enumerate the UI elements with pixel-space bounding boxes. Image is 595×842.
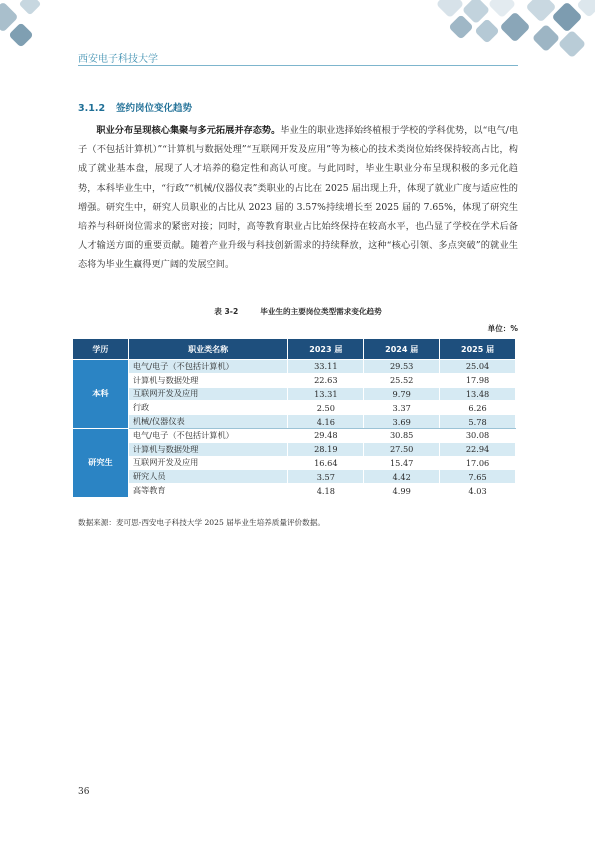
level-graduate: 研究生 bbox=[73, 428, 129, 497]
occupation-cell: 互联网开发及应用 bbox=[128, 387, 288, 401]
value-cell: 17.98 bbox=[440, 373, 516, 387]
level-undergraduate: 本科 bbox=[73, 360, 129, 429]
value-cell: 25.04 bbox=[440, 360, 516, 374]
table-header-row bbox=[73, 339, 516, 360]
body-paragraph bbox=[78, 121, 518, 275]
header-2023: 2023 届 bbox=[288, 339, 364, 360]
value-cell: 4.18 bbox=[288, 484, 364, 498]
value-cell: 29.48 bbox=[288, 428, 364, 442]
table-row bbox=[73, 442, 516, 456]
section-title: 签约岗位变化趋势 bbox=[116, 103, 193, 114]
decorative-tiles bbox=[0, 0, 595, 80]
occupation-cell: 互联网开发及应用 bbox=[128, 456, 288, 470]
paragraph-text: 毕业生的职业选择始终植根于学校的学科优势，以“电气/电子（不包括计算机）”“计算机与数据处理”“互联网开发及应用”等为核心的技术类岗位始终保持较高占比，构成了就业基本盘，展现了人才培养的稳定性和高认可度。与此同时，毕业生职业分布呈现积极的多元化趋势，本科毕业生中，“行政”“机械/仪器仪表”类职业的占比在 2025 届出现上升，体现了就业广度与适应性的增强。研究生中，研究人员职业的占比从 2023 届的 3.57%持续增长至 2025 届的 7.65%，体现了研究生培养与科研岗位需求的紧密对接；同时，高等教育职业占比始终保持在较高水平，也凸显了学校在学术后备人才输送方面的重要贡献。随着产业升级与科技创新需求的持续释放，这种“核心引领、多点突破”的就业生态将为毕业生赢得更广阔的发展空间。 bbox=[78, 125, 519, 271]
header-2025: 2025 届 bbox=[440, 339, 516, 360]
table-row bbox=[73, 373, 516, 387]
value-cell: 29.53 bbox=[364, 360, 440, 374]
value-cell: 33.11 bbox=[288, 360, 364, 374]
occupation-cell: 研究人员 bbox=[128, 470, 288, 484]
table-number: 表 3-2 bbox=[214, 307, 239, 316]
header-occupation: 职业类名称 bbox=[128, 339, 288, 360]
value-cell: 16.64 bbox=[288, 456, 364, 470]
value-cell: 9.79 bbox=[364, 387, 440, 401]
occupation-cell: 电气/电子（不包括计算机） bbox=[128, 428, 288, 442]
table-title: 毕业生的主要岗位类型需求变化趋势 bbox=[260, 307, 382, 316]
value-cell: 25.52 bbox=[364, 373, 440, 387]
value-cell: 13.48 bbox=[440, 387, 516, 401]
table-row bbox=[73, 456, 516, 470]
value-cell: 3.57 bbox=[288, 470, 364, 484]
job-trend-table bbox=[72, 338, 516, 498]
value-cell: 3.69 bbox=[364, 415, 440, 429]
header-level: 学历 bbox=[73, 339, 129, 360]
table-row bbox=[73, 360, 516, 374]
occupation-cell: 机械/仪器仪表 bbox=[128, 415, 288, 429]
value-cell: 7.65 bbox=[440, 470, 516, 484]
table-row bbox=[73, 387, 516, 401]
occupation-cell: 计算机与数据处理 bbox=[128, 442, 288, 456]
occupation-cell: 高等教育 bbox=[128, 484, 288, 498]
value-cell: 22.63 bbox=[288, 373, 364, 387]
value-cell: 2.50 bbox=[288, 401, 364, 415]
value-cell: 17.06 bbox=[440, 456, 516, 470]
value-cell: 30.85 bbox=[364, 428, 440, 442]
section-heading bbox=[78, 100, 192, 114]
value-cell: 4.03 bbox=[440, 484, 516, 498]
paragraph-lead: 职业分布呈现核心集聚与多元拓展并存态势。 bbox=[96, 125, 281, 136]
value-cell: 27.50 bbox=[364, 442, 440, 456]
value-cell: 28.19 bbox=[288, 442, 364, 456]
value-cell: 6.26 bbox=[440, 401, 516, 415]
section-number: 3.1.2 bbox=[78, 103, 106, 114]
value-cell: 4.16 bbox=[288, 415, 364, 429]
page-number: 36 bbox=[78, 787, 90, 797]
table-row bbox=[73, 470, 516, 484]
header-2024: 2024 届 bbox=[364, 339, 440, 360]
header-divider bbox=[78, 65, 518, 66]
value-cell: 22.94 bbox=[440, 442, 516, 456]
table-unit: 单位：% bbox=[487, 324, 518, 333]
table-row bbox=[73, 428, 516, 442]
value-cell: 13.31 bbox=[288, 387, 364, 401]
value-cell: 4.42 bbox=[364, 470, 440, 484]
table-row bbox=[73, 484, 516, 498]
value-cell: 15.47 bbox=[364, 456, 440, 470]
table-source-note: 数据来源：麦可思-西安电子科技大学 2025 届毕业生培养质量评价数据。 bbox=[78, 518, 325, 527]
table-row bbox=[73, 401, 516, 415]
value-cell: 4.99 bbox=[364, 484, 440, 498]
table-caption bbox=[78, 306, 518, 317]
occupation-cell: 电气/电子（不包括计算机） bbox=[128, 360, 288, 374]
header-school-name: 西安电子科技大学 bbox=[78, 54, 158, 65]
table-row bbox=[73, 415, 516, 429]
occupation-cell: 行政 bbox=[128, 401, 288, 415]
value-cell: 3.37 bbox=[364, 401, 440, 415]
occupation-cell: 计算机与数据处理 bbox=[128, 373, 288, 387]
value-cell: 5.78 bbox=[440, 415, 516, 429]
value-cell: 30.08 bbox=[440, 428, 516, 442]
